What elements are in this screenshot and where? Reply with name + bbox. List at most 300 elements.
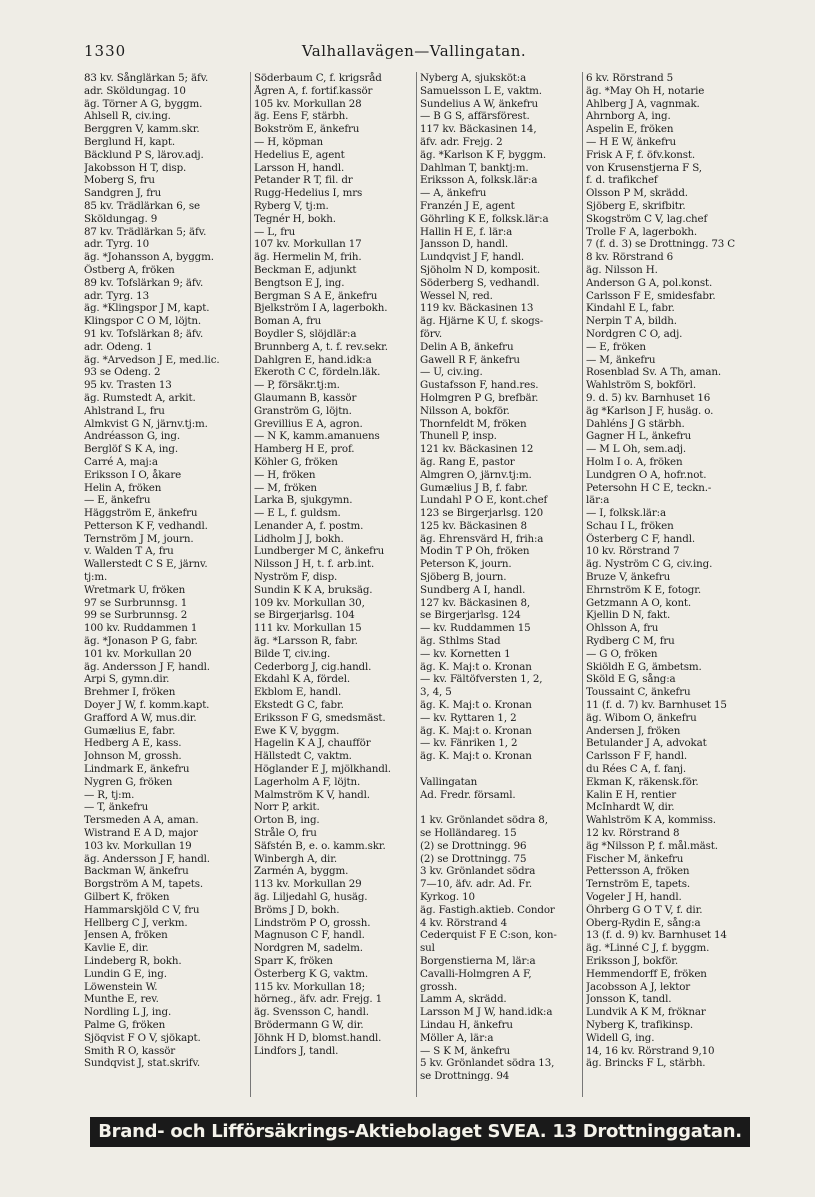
directory-entry: Bengtson E J, ing.: [254, 276, 345, 289]
directory-entry: Vogeler J H, handl.: [586, 891, 682, 903]
directory-entry: Larsson M J W, hand.idk:a: [420, 1006, 553, 1019]
directory-entry: Nilsson A, bokför.: [420, 404, 510, 417]
directory-entry: äg. K. Maj:t o. Kronan: [420, 724, 532, 737]
directory-entry: [420, 801, 580, 814]
directory-entry: hörneg., äfv. adr. Frejg. 1: [254, 993, 383, 1006]
directory-entry: Sjöberg E, skrifbitr.: [586, 199, 686, 212]
directory-entry: 10 kv. Rörstrand 7: [586, 545, 680, 558]
directory-entry: äg. K. Maj:t o. Kronan: [420, 699, 532, 712]
directory-entry: Berglund H, kapt.: [84, 135, 175, 148]
directory-entry: Tersmeden A A, aman.: [84, 814, 199, 827]
directory-entry: — I, folksk.lär:a: [586, 507, 666, 520]
directory-entry: äg. Rumstedt A, arkit.: [84, 391, 196, 404]
directory-entry: 12 kv. Rörstrand 8: [586, 827, 680, 840]
directory-entry: Dahlgren E, hand.idk:a: [254, 353, 372, 366]
directory-entry: 127 kv. Bäckasinen 8,: [420, 596, 531, 609]
directory-entry: Öhrberg G O T V, f. dir.: [586, 903, 703, 916]
directory-entry: Thornfeldt M, fröken: [420, 417, 527, 430]
directory-entry: — S K M, änkefru: [420, 1044, 511, 1057]
directory-entry: Widell G, ing.: [586, 1031, 655, 1044]
directory-entry: 125 kv. Bäckasinen 8: [420, 519, 527, 532]
directory-entry: Wessel N, red.: [420, 289, 493, 302]
directory-entry: Jansson D, handl.: [420, 238, 509, 251]
directory-entry: Wahlström S, bokförl.: [586, 379, 696, 392]
directory-entry: Eriksson I O, åkare: [84, 468, 182, 481]
directory-entry: Gagner H L, änkefru: [586, 430, 692, 443]
directory-entry: — kv. Fänriken 1, 2: [420, 737, 518, 750]
directory-entry: — E L, f. guldsm.: [254, 507, 341, 520]
directory-entry: Möller A, lär:a: [420, 1031, 494, 1044]
directory-entry: Smith R O, kassör: [84, 1044, 176, 1057]
directory-entry: 111 kv. Morkullan 15: [254, 622, 362, 635]
directory-entry: — U, civ.ing.: [420, 366, 483, 379]
directory-entry: Lundberger M C, änkefru: [254, 545, 385, 558]
directory-entry: äg. Andersson J F, handl.: [84, 660, 210, 673]
directory-entry: äg. Eens F, stärbh.: [254, 110, 349, 123]
directory-entry: Hamberg H E, prof.: [254, 443, 355, 456]
directory-entry: se Birgerjarlsg. 124: [420, 609, 521, 622]
directory-entry: — B G S, affärsförest.: [420, 110, 530, 123]
directory-entry: 8 kv. Rörstrand 6: [586, 251, 674, 264]
directory-entry: Cederborg J, cig.handl.: [254, 660, 372, 673]
directory-entry: Magnuson C F, handl.: [254, 929, 365, 942]
directory-entry: Cavalli-Holmgren A F,: [420, 967, 532, 980]
directory-entry: äg. Ehrensvärd H, frih:a: [420, 532, 544, 545]
directory-entry: Lundin G E, ing.: [84, 967, 167, 980]
directory-entry: Göhrling K E, folksk.lär:a: [420, 212, 549, 225]
directory-entry: äg. K. Maj:t o. Kronan: [420, 750, 532, 763]
directory-entry: — M L Oh, sem.adj.: [586, 443, 687, 456]
directory-entry: Grafford A W, mus.dir.: [84, 711, 197, 724]
directory-entry: Berggren V, kamm.skr.: [84, 123, 200, 136]
directory-entry: Cederquist F E C:son, kon-: [420, 929, 557, 942]
directory-entry: Malmström K V, handl.: [254, 788, 370, 801]
directory-entry: Almgren O, järnv.tj:m.: [420, 468, 532, 481]
directory-entry: Gawell R F, änkefru: [420, 353, 520, 366]
directory-entry: Jensen A, fröken: [84, 929, 168, 942]
directory-entry: Ahrnborg A, ing.: [586, 110, 671, 123]
directory-entry: Holmgren P G, brefbär.: [420, 391, 539, 404]
directory-entry: Ågren A, f. fortif.kassör: [254, 84, 373, 97]
directory-entry: 115 kv. Morkullan 18;: [254, 980, 365, 993]
directory-entry: Sjöholm N D, komposit.: [420, 263, 541, 276]
directory-entry: Wallerstedt C S E, järnv.: [84, 558, 208, 571]
directory-entry: Getzmann A O, kont.: [586, 596, 692, 609]
directory-entry: — kv. Kornetten 1: [420, 647, 511, 660]
directory-entry: Olsson P M, skrädd.: [586, 187, 688, 200]
directory-entry: 91 kv. Tofslärkan 8; äfv.: [84, 327, 204, 340]
directory-entry: Bruze V, änkefru: [586, 571, 671, 584]
directory-entry: Johnson M, grossh.: [84, 750, 182, 763]
directory-entry: Frisk A F, f. öfv.konst.: [586, 148, 695, 161]
directory-entry: Peterson K, journ.: [420, 558, 512, 571]
directory-entry: 83 kv. Sånglärkan 5; äfv.: [84, 72, 209, 84]
page-number: 1330: [84, 42, 127, 60]
directory-entry: 95 kv. Trasten 13: [84, 379, 172, 392]
directory-entry: Lindmark E, änkefru: [84, 763, 190, 776]
directory-entry: Trolle F A, lagerbokh.: [586, 225, 698, 238]
directory-entry: äg. Wibom O, änkefru: [586, 711, 697, 724]
directory-entry: se Birgerjarlsg. 104: [254, 609, 355, 622]
directory-entry: du Rées C A, f. fanj.: [586, 763, 687, 776]
directory-entry: Löwenstein W.: [84, 980, 158, 993]
directory-entry: Hemmendorff E, fröken: [586, 967, 707, 980]
directory-entry: Nordgren C O, adj.: [586, 327, 683, 340]
directory-entry: sul: [420, 942, 435, 955]
directory-entry: Lindau H, änkefru: [420, 1018, 513, 1031]
directory-entry: 6 kv. Rörstrand 5: [586, 72, 674, 84]
directory-entry: Gilbert K, fröken: [84, 891, 170, 903]
directory-entry: Larsson H, handl.: [254, 161, 345, 174]
directory-entry: Thunell P, insp.: [420, 430, 497, 443]
directory-entry: 123 se Birgerjarlsg. 120: [420, 507, 543, 520]
directory-entry: äg. Brincks F L, stärbh.: [586, 1057, 706, 1070]
directory-entry: Skogström C V, lag.chef: [586, 212, 708, 225]
directory-entry: f. d. trafikchef: [586, 174, 658, 187]
directory-entry: Brunnberg A, t. f. rev.sekr.: [254, 340, 388, 353]
directory-entry: Andersen J, fröken: [586, 724, 681, 737]
directory-entry: Hedberg A E, kass.: [84, 737, 182, 750]
directory-entry: äg. *Karlson K F, byggm.: [420, 148, 546, 161]
directory-entry: äg. Svensson C, handl.: [254, 1006, 369, 1019]
directory-entry: 109 kv. Morkullan 30,: [254, 596, 365, 609]
directory-entry: 119 kv. Bäckasinen 13: [420, 302, 534, 315]
directory-entry: — L, fru: [254, 225, 296, 238]
directory-entry: Sundberg A I, handl.: [420, 583, 526, 596]
directory-entry: Nordling L J, ing.: [84, 1006, 172, 1019]
directory-entry: 107 kv. Morkullan 17: [254, 238, 362, 251]
directory-entry: Samuelsson L E, vaktm.: [420, 84, 542, 97]
directory-entry: Östberg A, fröken: [84, 263, 175, 276]
directory-entry: lär:a: [586, 494, 610, 507]
directory-entry: Lindström P O, grossh.: [254, 916, 371, 929]
directory-entry: 85 kv. Trädlärkan 6, se: [84, 199, 200, 212]
directory-entry: äg. Fastigh.aktieb. Condor: [420, 903, 555, 916]
column-4: [582, 72, 748, 1097]
directory-entry: Österberg K G, vaktm.: [254, 967, 368, 980]
directory-entry: Wistrand E A D, major: [84, 827, 198, 840]
directory-entry: Petersohn H C E, teckn.-: [586, 481, 712, 494]
directory-entry: äg *Nilsson P, f. mål.mäst.: [586, 839, 718, 852]
directory-entry: Boydler S, slöjdlär:a: [254, 327, 357, 340]
directory-entry: äg. Hermelin M, frih.: [254, 251, 362, 264]
directory-entry: Lamm A, skrädd.: [420, 993, 507, 1006]
directory-entry: — P, försäkr.tj:m.: [254, 379, 340, 392]
directory-entry: Petterson K F, vedhandl.: [84, 519, 208, 532]
directory-entry: — R, tj:m.: [84, 788, 135, 801]
directory-entry: — M, fröken: [254, 481, 317, 494]
directory-entry: Stråle O, fru: [254, 827, 317, 840]
directory-entry: Hallin H E, f. lär:a: [420, 225, 513, 238]
directory-entry: äg. *Arvedson J E, med.lic.: [84, 353, 220, 366]
directory-entry: Bäcklund P S, lärov.adj.: [84, 148, 204, 161]
directory-entry: 97 se Surbrunnsg. 1: [84, 596, 188, 609]
directory-entry: Kavlie E, dir.: [84, 942, 149, 955]
directory-entry: [420, 763, 580, 776]
directory-entry: äg *Karlson J F, husäg. o.: [586, 404, 714, 417]
directory-entry: Ahlberg J A, vagnmak.: [586, 97, 700, 110]
directory-entry: Tegnér H, bokh.: [254, 212, 336, 225]
directory-entry: äg. Rang E, pastor: [420, 455, 515, 468]
directory-entry: — G O, fröken: [586, 647, 658, 660]
directory-entry: Delin A B, änkefru: [420, 340, 514, 353]
directory-entry: Ehrnström K E, fotogr.: [586, 583, 702, 596]
directory-entry: Schau I L, fröken: [586, 519, 674, 532]
directory-entry: v. Walden T A, fru: [84, 545, 174, 558]
directory-entry: — T, änkefru: [84, 801, 149, 814]
directory-entry: Nyberg K, trafikinsp.: [586, 1018, 694, 1031]
directory-entry: Jacobsson A J, lektor: [586, 980, 691, 993]
directory-entry: Backman W, änkefru: [84, 865, 189, 878]
directory-entry: Rosenblad Sv. A Th, aman.: [586, 366, 721, 379]
directory-entry: — E, fröken: [586, 340, 646, 353]
directory-entry: Sparr K, fröken: [254, 954, 333, 967]
directory-entry: — H, fröken: [254, 468, 316, 481]
directory-entry: Helin A, fröken: [84, 481, 162, 494]
directory-entry: Holm I o. A, fröken: [586, 455, 683, 468]
directory-entry: Nyström F, disp.: [254, 571, 338, 584]
directory-entry: Klingspor C O M, löjtn.: [84, 315, 202, 328]
directory-entry: Lindeberg R, bokh.: [84, 954, 182, 967]
directory-entry: Rugg-Hedelius I, mrs: [254, 187, 363, 200]
directory-entry: 99 se Surbrunnsg. 2: [84, 609, 188, 622]
directory-entry: Franzén J E, agent: [420, 199, 515, 212]
directory-entry: Köhler G, fröken: [254, 455, 338, 468]
advertisement-banner: Brand- och Lifförsäkrings-Aktiebolaget SVEA. 13 Drottninggatan.: [90, 1117, 750, 1147]
directory-entry: Larka B, sjukgymn.: [254, 494, 353, 507]
directory-entry: se Holländareg. 15: [420, 827, 517, 840]
directory-entry: Lundahl P O E, kont.chef: [420, 494, 548, 507]
directory-entry: Ahlstrand L, fru: [84, 404, 165, 417]
directory-entry: Höglander E J, mjölkhandl.: [254, 763, 391, 776]
directory-entry: (2) se Drottningg. 96: [420, 839, 527, 852]
directory-entry: Jöhnk H D, blomst.handl.: [254, 1031, 382, 1044]
directory-entry: 7—10, äfv. adr. Ad. Fr.: [420, 878, 532, 891]
directory-entry: 93 se Odeng. 2: [84, 366, 161, 379]
directory-entry: 3, 4, 5: [420, 686, 452, 699]
directory-entry: Petander R T, fil. dr: [254, 174, 353, 187]
column-2: [250, 72, 416, 1097]
directory-entry: adr. Tyrg. 13: [84, 289, 149, 302]
directory-entry: Orton B, ing.: [254, 814, 320, 827]
directory-entry: Norr P, arkit.: [254, 801, 320, 814]
directory-entry: Ahlsell R, civ.ing.: [84, 110, 171, 123]
directory-entry: Sköldungag. 9: [84, 212, 158, 225]
directory-entry: Häggström E, änkefru: [84, 507, 198, 520]
directory-entry: Ekman K, räkensk.för.: [586, 775, 699, 788]
directory-entry: Lundgren O A, hofr.not.: [586, 468, 707, 481]
directory-entry: — H E W, änkefru: [586, 135, 677, 148]
directory-entry: Wretmark U, fröken: [84, 583, 186, 596]
directory-entry: adr. Odeng. 1: [84, 340, 153, 353]
directory-entry: äg. Liljedahl G, husäg.: [254, 891, 368, 903]
directory-entry: Vallingatan: [420, 775, 478, 788]
directory-entry: äg. Andersson J F, handl.: [84, 852, 210, 865]
directory-entry: Almkvist G N, järnv.tj:m.: [84, 417, 208, 430]
directory-entry: Oberg-Rydin E, sång:a: [586, 916, 701, 929]
directory-entry: äg. *Jonason P G, fabr.: [84, 635, 198, 648]
directory-entry: Berglöf S K A, ing.: [84, 443, 178, 456]
directory-entry: Aspelin E, fröken: [586, 123, 674, 136]
directory-entry: äg. *May Oh H, notarie: [586, 84, 705, 97]
directory-entry: Brödermann G W, dir.: [254, 1018, 364, 1031]
directory-entry: Söderberg S, vedhandl.: [420, 276, 540, 289]
directory-entry: — N K, kamm.amanuens: [254, 430, 380, 443]
directory-entry: Carré A, maj:a: [84, 455, 158, 468]
directory-entry: Sandgren J, fru: [84, 187, 162, 200]
directory-entry: Rydberg C M, fru: [586, 635, 675, 648]
page-header: [84, 42, 744, 66]
directory-entry: adr. Tyrg. 10: [84, 238, 149, 251]
directory-entry: äg. *Linné C J, f. byggm.: [586, 942, 710, 955]
directory-entry: se Drottningg. 94: [420, 1070, 510, 1083]
directory-entry: Sundin K K A, bruksäg.: [254, 583, 373, 596]
directory-entry: — E, änkefru: [84, 494, 151, 507]
directory-entry: — H, köpman: [254, 135, 324, 148]
directory-entry: Bjelkström I A, lagerbokh.: [254, 302, 388, 315]
directory-entry: 87 kv. Trädlärkan 5; äfv.: [84, 225, 207, 238]
directory-entry: Lundqvist J F, handl.: [420, 251, 524, 264]
directory-entry: 11 (f. d. 7) kv. Barnhuset 15: [586, 699, 727, 712]
directory-entry: äg. *Johansson A, byggm.: [84, 251, 214, 264]
directory-entry: Nyberg A, sjuksköt:a: [420, 72, 527, 84]
directory-entry: Glaumann B, kassör: [254, 391, 357, 404]
directory-entry: Zarmén A, byggm.: [254, 865, 349, 878]
directory-entry: Toussaint C, änkefru: [586, 686, 691, 699]
directory-entry: Ternström E, tapets.: [586, 878, 691, 891]
directory-entry: äfv. adr. Frejg. 2: [420, 135, 503, 148]
directory-entry: Lindfors J, tandl.: [254, 1044, 339, 1057]
directory-entry: Nerpin T A, bildh.: [586, 315, 677, 328]
column-1: [84, 72, 250, 1097]
directory-entry: Borgström A M, tapets.: [84, 878, 204, 891]
directory-entry: — kv. Fältöfversten 1, 2,: [420, 673, 543, 686]
directory-entry: Doyer J W, f. komm.kapt.: [84, 699, 210, 712]
directory-entry: Lagerholm A F, löjtn.: [254, 775, 361, 788]
directory-entry: Wahlström K A, kommiss.: [586, 814, 716, 827]
directory-entry: Gumælius J B, f. fabr.: [420, 481, 528, 494]
directory-entry: Andréasson G, ing.: [84, 430, 180, 443]
directory-entry: Ewe K V, byggm.: [254, 724, 340, 737]
directory-entry: Gustafsson F, hand.res.: [420, 379, 539, 392]
directory-entry: Hedelius E, agent: [254, 148, 345, 161]
directory-entry: Hällstedt C, vaktm.: [254, 750, 352, 763]
directory-entry: — M, änkefru: [586, 353, 656, 366]
directory-entry: Sundqvist J, stat.skrifv.: [84, 1057, 201, 1070]
directory-entry: McInhardt W, dir.: [586, 801, 675, 814]
directory-entry: Anderson G A, pol.konst.: [586, 276, 713, 289]
directory-entry: 5 kv. Grönlandet södra 13,: [420, 1057, 555, 1070]
directory-entry: Arpi S, gymn.dir.: [84, 673, 170, 686]
directory-entry: 100 kv. Ruddammen 1: [84, 622, 198, 635]
directory-entry: Carlsson F E, smidesfabr.: [586, 289, 716, 302]
directory-entry: 4 kv. Rörstrand 4: [420, 916, 508, 929]
directory-entry: 103 kv. Morkullan 19: [84, 839, 192, 852]
directory-entry: Moberg S, fru: [84, 174, 155, 187]
directory-entry: Lidholm J J, bokh.: [254, 532, 344, 545]
directory-entry: Eriksson J, bokför.: [586, 954, 678, 967]
directory-entry: Sundelius A W, änkefru: [420, 97, 538, 110]
directory-entry: (2) se Drottningg. 75: [420, 852, 527, 865]
directory-entry: Munthe E, rev.: [84, 993, 159, 1006]
directory-entry: 121 kv. Bäckasinen 12: [420, 443, 534, 456]
directory-entry: Ekeroth C C, fördeln.läk.: [254, 366, 381, 379]
directory-entry: äg. Sthlms Stad: [420, 635, 501, 648]
directory-entry: Ekstedt G C, fabr.: [254, 699, 344, 712]
directory-entry: äg. Hjärne K U, f. skogs-: [420, 315, 544, 328]
column-3: [416, 72, 582, 1097]
directory-entry: Grevillius E A, agron.: [254, 417, 363, 430]
directory-entry: äg. *Larsson R, fabr.: [254, 635, 358, 648]
directory-entry: Kyrkog. 10: [420, 891, 475, 903]
directory-entry: Ekblom E, handl.: [254, 686, 342, 699]
directory-entry: Lenander A, f. postm.: [254, 519, 364, 532]
directory-entry: äg. K. Maj:t o. Kronan: [420, 660, 532, 673]
directory-entry: äg. Nyström C G, civ.ing.: [586, 558, 713, 571]
directory-entry: äg. Törner A G, byggm.: [84, 97, 203, 110]
directory-entry: förv.: [420, 327, 443, 340]
directory-entry: Kjellin D N, fakt.: [586, 609, 671, 622]
directory-entry: Bilde T, civ.ing.: [254, 647, 331, 660]
directory-entry: Ryberg V, tj:m.: [254, 199, 329, 212]
directory-entry: 3 kv. Grönlandet södra: [420, 865, 536, 878]
directory-entry: Österberg C F, handl.: [586, 532, 695, 545]
running-title: Valhallavägen—Vallingatan.: [301, 42, 527, 60]
directory-entry: Eriksson F G, smedsmäst.: [254, 711, 386, 724]
directory-entry: Dahlman T, banktj:m.: [420, 161, 529, 174]
directory-entry: 14, 16 kv. Rörstrand 9,10: [586, 1044, 715, 1057]
directory-entry: Lundvik A K M, fröknar: [586, 1006, 706, 1019]
directory-entry: Jakobsson H T, disp.: [84, 161, 187, 174]
directory-entry: Sjöberg B, journ.: [420, 571, 507, 584]
directory-entry: 9. d. 5) kv. Barnhuset 16: [586, 391, 711, 404]
directory-entry: Pettersson A, fröken: [586, 865, 690, 878]
directory-entry: von Krusenstjerna F S,: [586, 161, 702, 174]
directory-entry: Hammarskjöld C V, fru: [84, 903, 200, 916]
directory-entry: Bergman S A E, änkefru: [254, 289, 378, 302]
directory-entry: — A, änkefru: [420, 187, 487, 200]
directory-entry: äg. Nilsson H.: [586, 263, 658, 276]
directory-entry: Winbergh A, dir.: [254, 852, 337, 865]
directory-entry: Hellberg C J, verkm.: [84, 916, 188, 929]
directory-entry: Bokström E, änkefru: [254, 123, 360, 136]
directory-entry: Sjöqvist F O V, sjökapt.: [84, 1031, 201, 1044]
directory-entry: Säfstén B, e. o. kamm.skr.: [254, 839, 386, 852]
directory-entry: Nordgren M, sadelm.: [254, 942, 363, 955]
directory-entry: Carlsson F F, handl.: [586, 750, 687, 763]
directory-entry: Eriksson A, folksk.lär:a: [420, 174, 538, 187]
directory-entry: Betulander J A, advokat: [586, 737, 707, 750]
directory-entry: Sköld E G, sång:a: [586, 673, 676, 686]
directory-entry: Kindahl E L, fabr.: [586, 302, 675, 315]
directory-entry: Boman A, fru: [254, 315, 322, 328]
directory-entry: Ekdahl K A, fördel.: [254, 673, 350, 686]
directory-entry: Dahléns J G stärbh.: [586, 417, 685, 430]
directory-entry: Nilsson J H, t. f. arb.int.: [254, 558, 375, 571]
directory-entry: Ternström J M, journ.: [84, 532, 194, 545]
directory-entry: Hagelin K A J, chaufför: [254, 737, 371, 750]
directory-entry: tj:m.: [84, 571, 108, 584]
directory-columns: [84, 72, 748, 1097]
directory-entry: Söderbaum C, f. krigsråd: [254, 72, 382, 84]
directory-entry: Palme G, fröken: [84, 1018, 166, 1031]
directory-entry: Modin T P Oh, fröken: [420, 545, 530, 558]
directory-entry: Fischer M, änkefru: [586, 852, 684, 865]
directory-entry: Ad. Fredr. församl.: [420, 788, 516, 801]
directory-entry: — kv. Ryttaren 1, 2: [420, 711, 517, 724]
directory-entry: Beckman E, adjunkt: [254, 263, 357, 276]
directory-entry: adr. Sköldungag. 10: [84, 84, 186, 97]
